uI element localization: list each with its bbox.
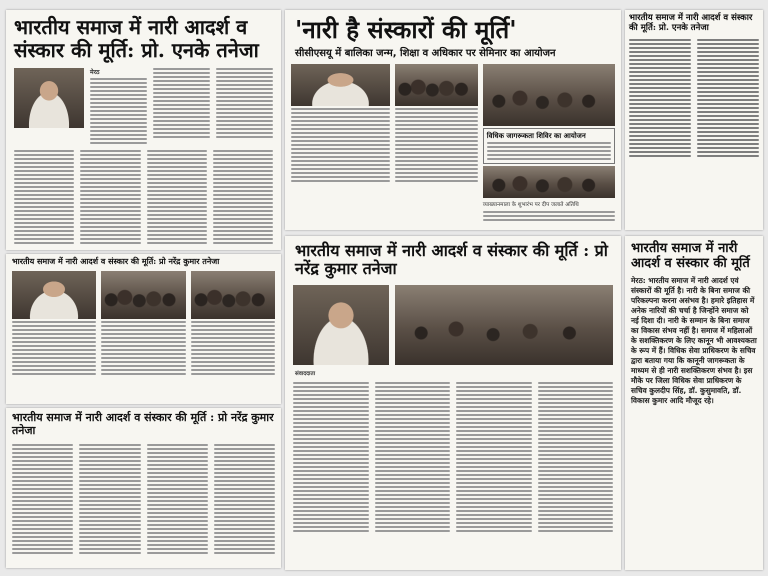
clip3-headline: भारतीय समाज में नारी आदर्श व संस्कार की मूर्ति: प्रो. एनके तनेजा <box>629 13 753 33</box>
clip1-headline: भारतीय समाज में नारी आदर्श व संस्कार की मूर्ति: प्रो. एनके तनेजा <box>14 15 259 62</box>
clip2-photo-3 <box>483 64 615 126</box>
news-clipping-7 <box>285 236 621 570</box>
news-clipping-1 <box>6 10 281 250</box>
clip2-headline: 'नारी है संस्कारों की मूर्ति' <box>295 15 517 44</box>
clip7-headline: भारतीय समाज में नारी आदर्श व संस्कार की मूर्ति : प्रो नरेंद्र कुमार तनेजा <box>295 241 608 279</box>
clip4-photo-2 <box>101 271 185 319</box>
news-clipping-8 <box>625 236 763 570</box>
clip1-photo <box>14 68 84 128</box>
news-clipping-4 <box>6 254 281 404</box>
clip7-photo-1 <box>293 285 389 365</box>
clip7-byline: संवाददाता <box>295 370 316 377</box>
clip4-photo-3 <box>191 271 275 319</box>
clip1-body <box>6 146 281 248</box>
clip8-headline: भारतीय समाज में नारी आदर्श व संस्कार की मूर्ति <box>631 241 750 271</box>
clip2-photo-caption: व्याख्यानमाला के शुभारंभ पर दीप जलाते अतिथि <box>482 201 579 208</box>
clip2-box <box>483 128 615 164</box>
clip2-box-title: विधिक जागरूकता शिविर का आयोजन <box>486 131 586 140</box>
clip4-headline: भारतीय समाज में नारी आदर्श व संस्कार की मूर्ति: प्रो नरेंद्र कुमार तनेजा <box>12 256 220 266</box>
clip4-photo-1 <box>12 271 96 319</box>
news-clipping-2 <box>285 10 621 230</box>
clip5-headline: भारतीय समाज में नारी आदर्श व संस्कार की मूर्ति : प्रो नरेंद्र कुमार तनेजा <box>12 411 274 437</box>
clip7-photo-2 <box>395 285 613 365</box>
clip8-body: मेरठ: भारतीय समाज में नारी आदर्श एवं संस्कारों की मूर्ति है। नारी के बिना समाज की परिकल्पना करना असंभव है। हमारे इतिहास में अनेक नारियों की चर्चा है जिन्होंने समाज को नई दिशा दी। नारी के सम्मान के बिना समाज का विकास संभव नहीं है। समाज में महिलाओं के सशक्तिकरण के लिए कानून भी आवश्यकता के रूप में हैं। विधिक सेवा प्राधिकरण के सचिव द्वारा बताया गया कि कानूनी जागरूकता के माध्यम से ही नारी सशक्तिकरण संभव है। इस मौके पर जिला विधिक सेवा प्राधिकरण के सचिव कुलदीप सिंह, डॉ. कुसुमावति, डॉ. विकास कुमार आदि मौजूद रहे। <box>631 275 757 405</box>
clip2-photo-1 <box>291 64 390 106</box>
clip2-photo-4 <box>483 166 615 198</box>
news-clipping-5 <box>6 408 281 568</box>
clip2-subhead: सीसीएसयू में बालिका जन्म, शिक्षा व अधिकार पर सेमिनार का आयोजन <box>295 47 556 59</box>
clip1-dateline: मेरठ <box>90 69 100 76</box>
clip2-photo-2 <box>395 64 478 106</box>
news-clipping-3 <box>625 10 763 230</box>
